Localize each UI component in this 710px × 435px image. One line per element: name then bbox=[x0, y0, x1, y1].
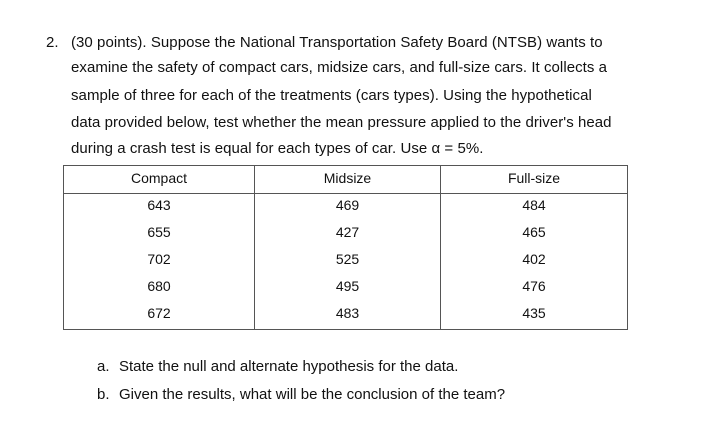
subquestion-text: State the null and alternate hypothesis for the data. bbox=[119, 358, 459, 375]
table-cell: 680 bbox=[147, 278, 171, 294]
table-cell: 484 bbox=[522, 197, 546, 213]
subquestion-text: Given the results, what will be the conclusion of the team? bbox=[119, 386, 506, 403]
subquestion-a bbox=[97, 357, 458, 377]
column-header-full-size: Full-size bbox=[507, 170, 561, 186]
table-cell: 525 bbox=[335, 251, 360, 267]
subquestion-marker: a. bbox=[97, 358, 110, 375]
question-text-line-3: sample of three for each of the treatments (cars types). Using the hypothetical bbox=[71, 87, 592, 104]
question-line-1 bbox=[46, 33, 603, 53]
table-cell: 435 bbox=[522, 305, 546, 321]
table-cell: 483 bbox=[335, 305, 360, 321]
table-cell: 643 bbox=[147, 197, 171, 213]
column-header-midsize: Midsize bbox=[323, 170, 372, 186]
question-text-line-2: examine the safety of compact cars, midsize cars, and full-size cars. It collects a bbox=[71, 59, 608, 76]
column-header-compact: Compact bbox=[130, 170, 188, 186]
table-cell: 427 bbox=[335, 224, 360, 240]
question-text-line-4: data provided below, test whether the mean pressure applied to the driver's head bbox=[71, 114, 612, 131]
table-cell: 476 bbox=[522, 278, 546, 294]
question-number: 2. bbox=[46, 34, 59, 51]
pressure-data-table bbox=[63, 165, 628, 330]
table-cell: 495 bbox=[335, 278, 360, 294]
header-divider bbox=[64, 193, 627, 194]
table-cell: 465 bbox=[522, 224, 546, 240]
question-text-line-5: during a crash test is equal for each types of car. Use α = 5%. bbox=[71, 140, 484, 157]
table-cell: 702 bbox=[147, 251, 171, 267]
subquestion-b bbox=[97, 385, 505, 405]
question-text-line-1: (30 points). Suppose the National Transportation Safety Board (NTSB) wants to bbox=[71, 34, 603, 51]
subquestion-marker: b. bbox=[97, 386, 110, 403]
table-cell: 469 bbox=[335, 197, 360, 213]
table-cell: 655 bbox=[147, 224, 171, 240]
table-cell: 402 bbox=[522, 251, 546, 267]
table-cell: 672 bbox=[147, 305, 171, 321]
